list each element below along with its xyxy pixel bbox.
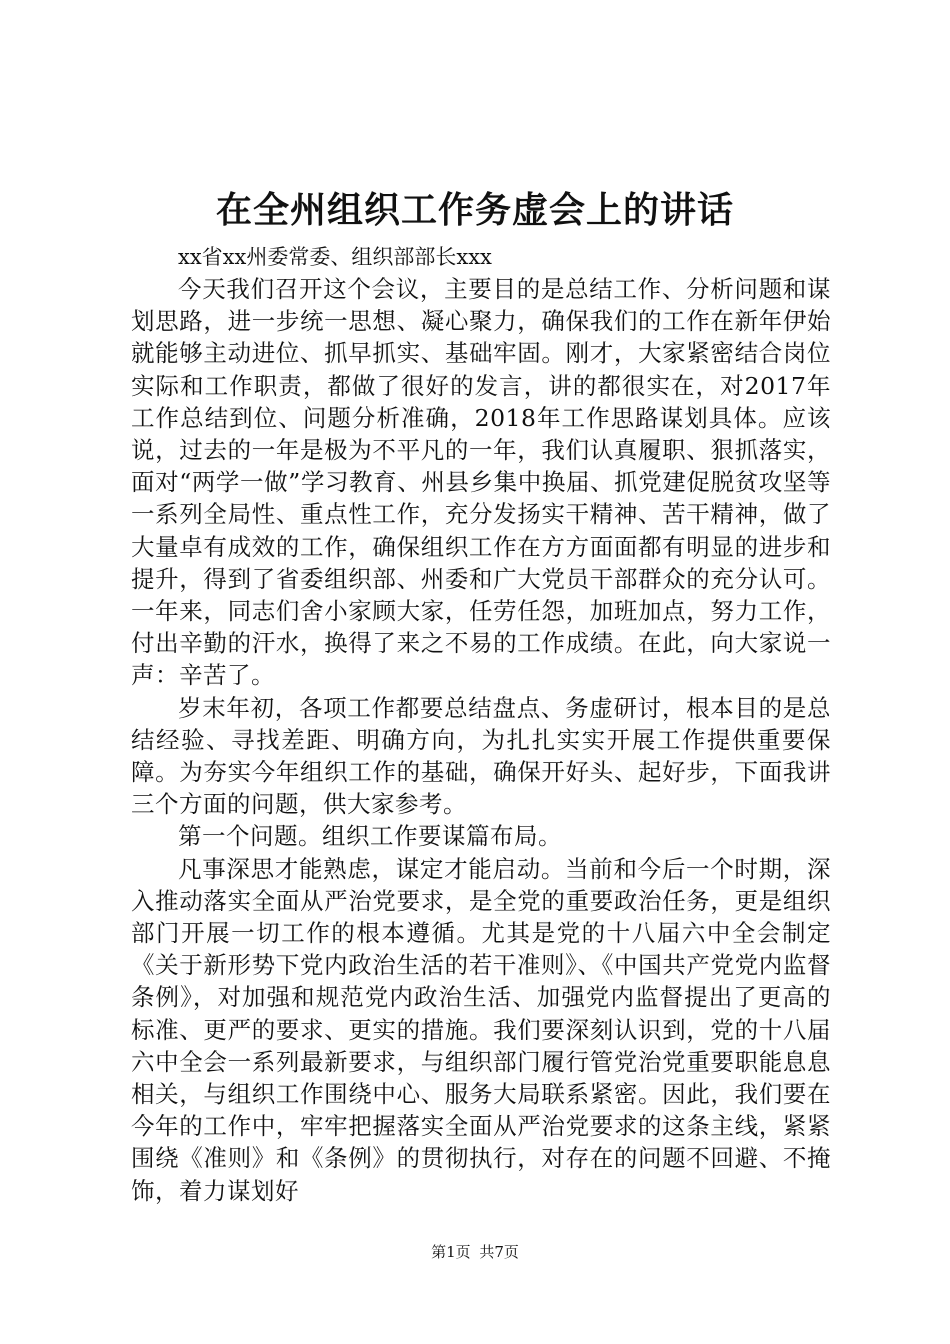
paragraph-1: 今天我们召开这个会议，主要目的是总结工作、分析问题和谋划思路，进一步统一思想、凝心聚力，确保我们的工作在新年伊始就能够主动进位、抓早抓实、基础牢固。刚才，大家紧密结合岗位实际和工作职责，都做了很好的发言，讲的都很实在，对2017年工作总结到位、问题分析准确，2018年工作思路谋划具体。应该说，过去的一年是极为不平凡的一年，我们认真履职、狠抓落实，面对“两学一做”学习教育、州县乡集中换届、抓党建促脱贫攻坚等一系列全局性、重点性工作，充分发扬实干精神、苦干精神，做了大量卓有成效的工作，确保组织工作在方方面面都有明显的进步和提升，得到了省委组织部、州委和广大党员干部群众的充分认可。一年来，同志们舍小家顾大家，任劳任怨，加班加点，努力工作，付出辛勤的汗水，换得了来之不易的工作成绩。在此，向大家说一声：辛苦了。 — [131, 275, 831, 690]
section-heading-1: 第一个问题。组织工作要谋篇布局。 — [178, 822, 562, 851]
document-body — [131, 241, 831, 1207]
paragraph-2: 岁末年初，各项工作都要总结盘点、务虚研讨，根本目的是总结经验、寻找差距、明确方向，为扎扎实实开展工作提供重要保障。为夯实今年组织工作的基础，确保开好头、起好步，下面我讲三个方面的问题，供大家参考。 — [131, 693, 831, 819]
document-title: 在全州组织工作务虚会上的讲话 — [215, 189, 734, 231]
page-number-footer: 第1页 共7页 — [431, 1243, 519, 1261]
paragraph-3: 凡事深思才能熟虑，谋定才能启动。当前和今后一个时期，深入推动落实全面从严治党要求，是全党的重要政治任务，更是组织部门开展一切工作的根本遵循。尤其是党的十八届六中全会制定《关于新形势下党内政治生活的若干准则》、《中国共产党党内监督条例》，对加强和规范党内政治生活、加强党内监督提出了更高的标准、更严的要求、更实的措施。我们要深刻认识到，党的十八届六中全会一系列最新要求，与组织部门履行管党治党重要职能息息相关，与组织工作围绕中心、服务大局联系紧密。因此，我们要在今年的工作中，牢牢把握落实全面从严治党要求的这条主线，紧紧围绕《准则》和《条例》的贯彻执行，对存在的问题不回避、不掩饰，着力谋划好 — [131, 854, 831, 1205]
author-line: xx省xx州委常委、组织部部长xxx — [178, 245, 492, 269]
